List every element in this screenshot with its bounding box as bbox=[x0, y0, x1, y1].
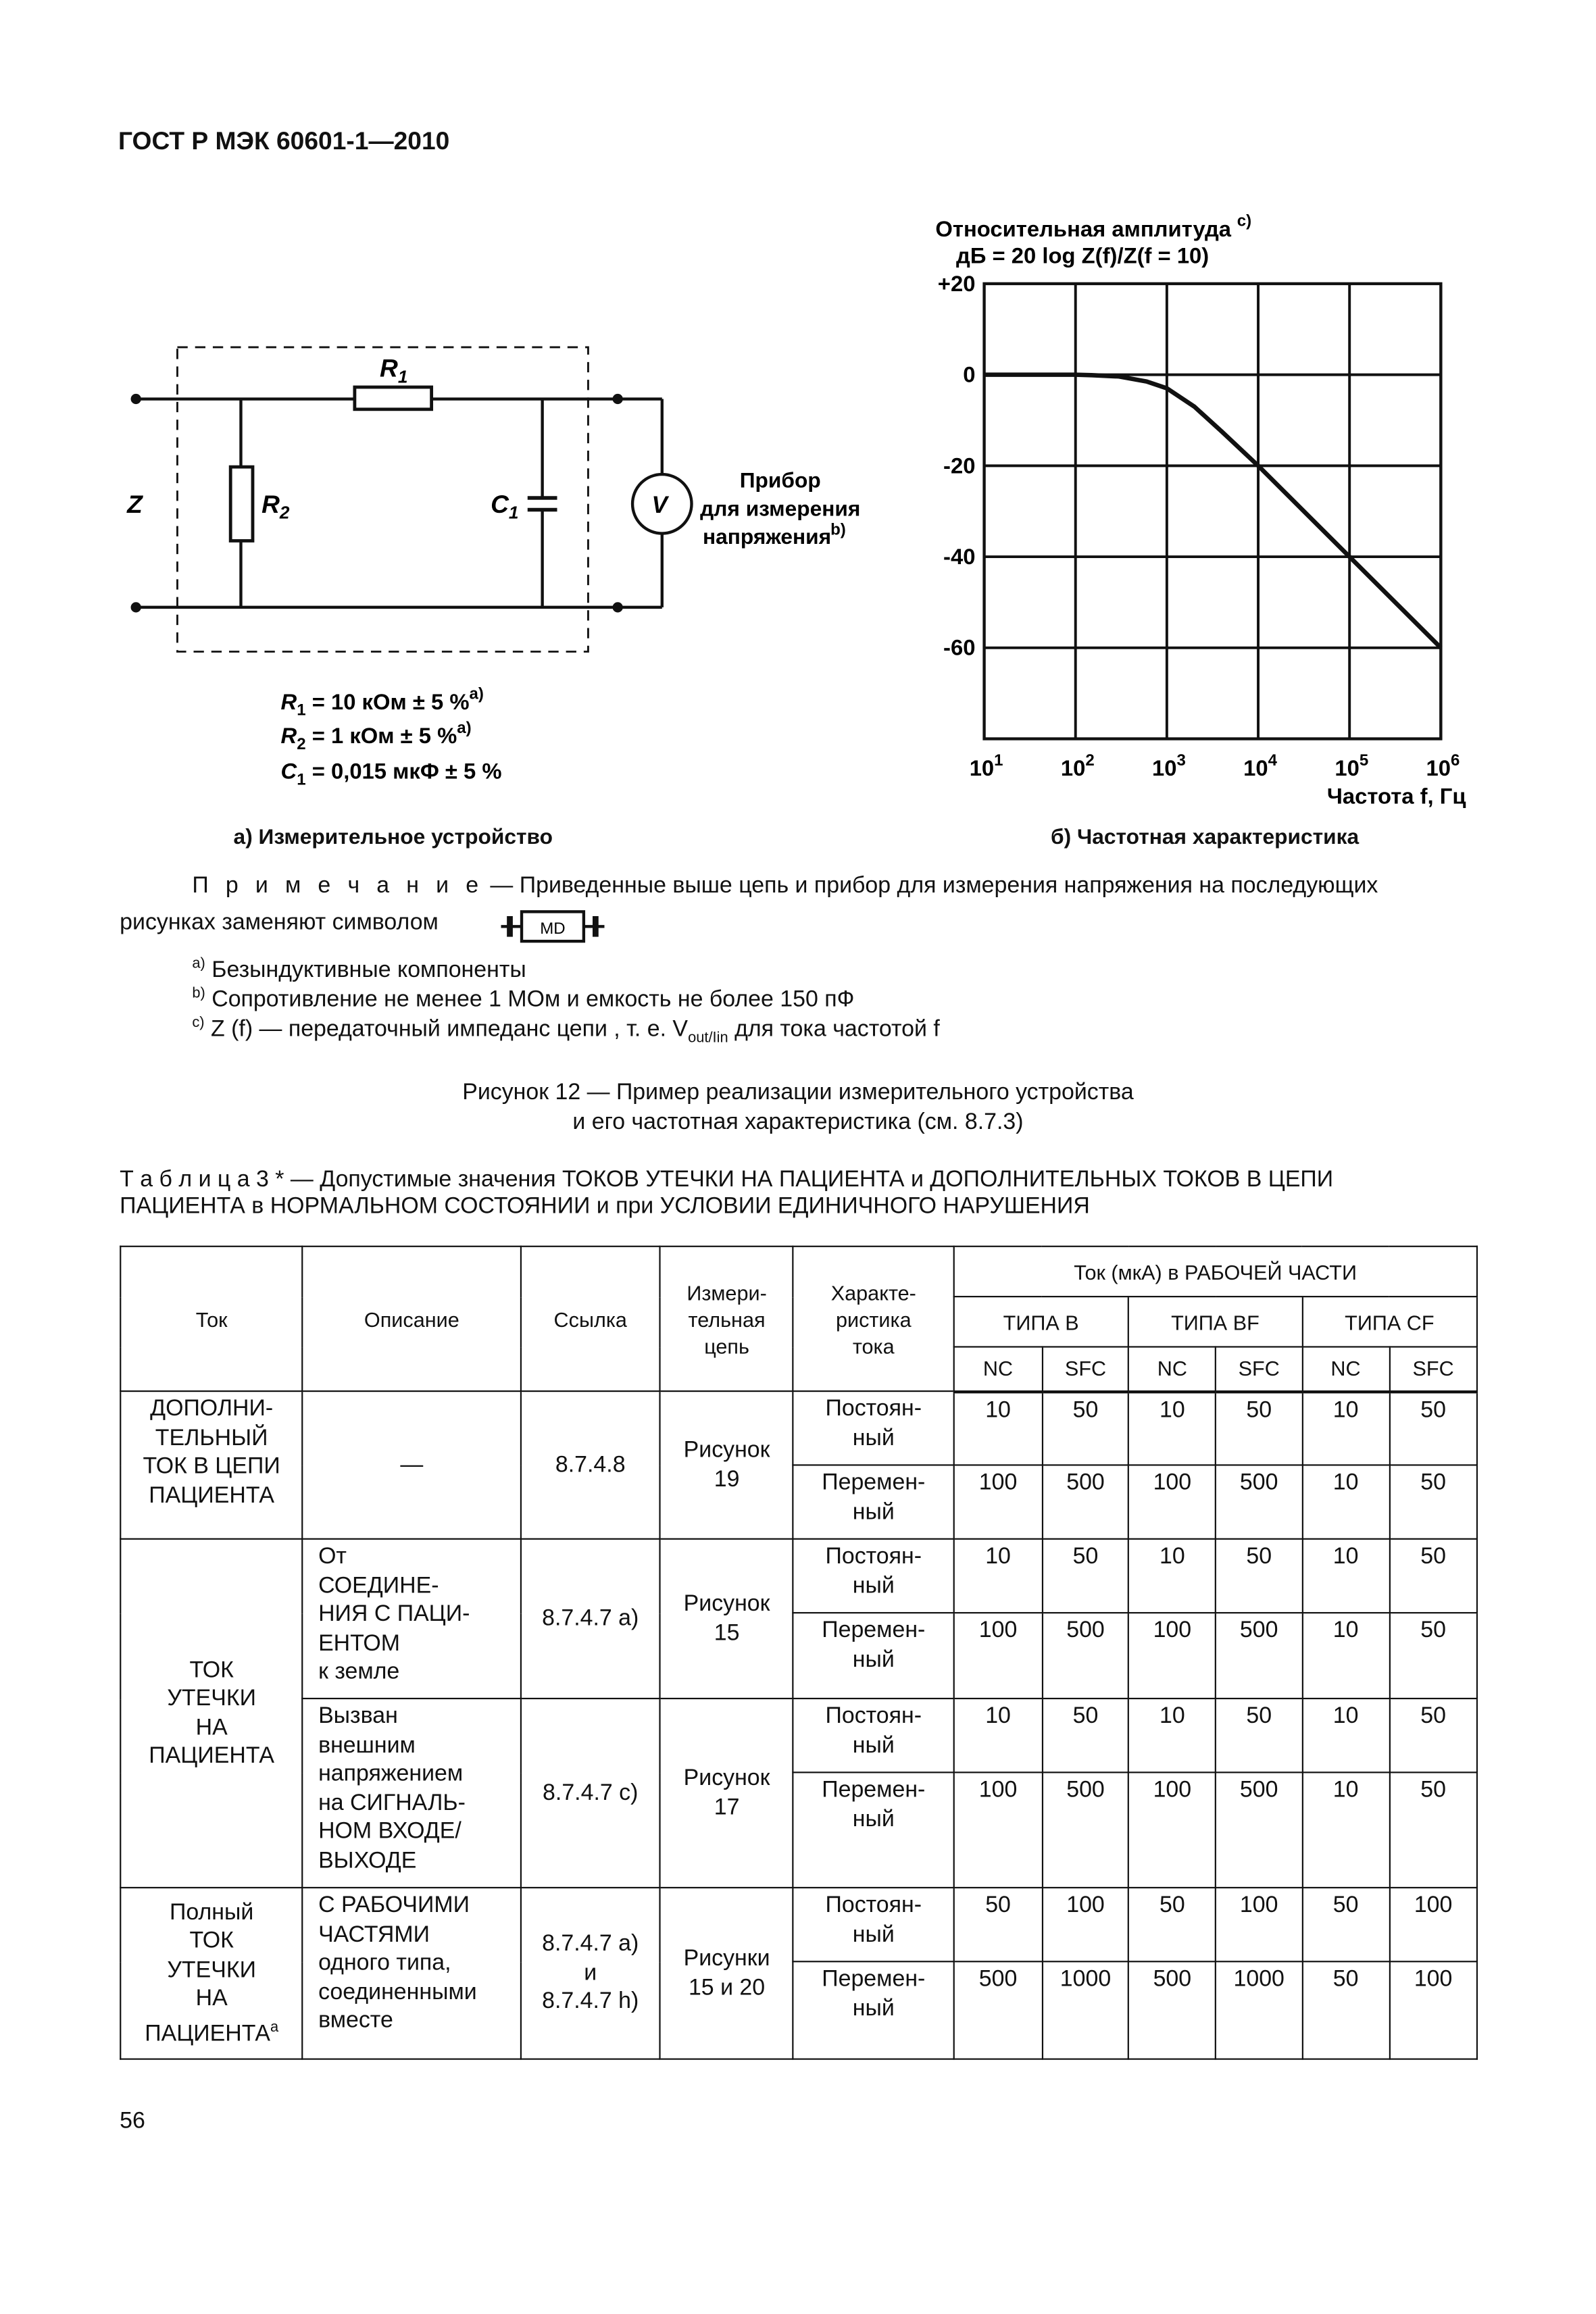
table-row: Перемен- ный 100 500 100 500 10 50 bbox=[120, 1613, 1477, 1699]
terminal-dot bbox=[131, 394, 141, 404]
page-number: 56 bbox=[120, 2108, 145, 2134]
terminal-dot bbox=[613, 602, 623, 612]
document-header: ГОСТ Р МЭК 60601-1—2010 bbox=[118, 127, 450, 155]
header-type-b: ТИПА В bbox=[953, 1297, 1128, 1347]
x-tick-label: $10^1$ bbox=[969, 751, 1003, 781]
measuring-circuit-diagram bbox=[103, 325, 887, 872]
x-tick-label: $10^6$ bbox=[1426, 751, 1460, 781]
resistor-r2 bbox=[230, 467, 253, 540]
r2-value: $R_2 = 1$ кОм ± 5 %$^{a)}$ bbox=[280, 718, 472, 753]
x-tick-label: $10^4$ bbox=[1243, 751, 1278, 781]
header-type-bf: ТИПА BF bbox=[1128, 1297, 1302, 1347]
voltmeter-label: V bbox=[651, 491, 668, 518]
x-axis-label: Частота f, Гц bbox=[1326, 783, 1466, 809]
table-row: Вызван внешним напряжением на СИГНАЛЬ- НОМ ВХОДЕ/ ВЫХОДЕ 8.7.4.7 с) Рисунок 17 Постоян- ный 10 50 10 50 10 50 bbox=[120, 1699, 1477, 1772]
y-tick-label: -40 bbox=[943, 544, 976, 570]
y-tick-label: +20 bbox=[937, 270, 976, 296]
header-measuring-circuit: Измери- тельная цепь bbox=[660, 1247, 793, 1391]
r1-value: $R_1 = 10$ кОм ± 5 %$^{a)}$ bbox=[280, 684, 484, 720]
x-tick-label: $10^5$ bbox=[1335, 751, 1369, 781]
series-line bbox=[984, 375, 1441, 648]
leakage-current-table bbox=[120, 1246, 1478, 2060]
footnote-c: $^{c)}$ Z (f) — передаточный импеданс цепи , т. е. $V_{out/Iin}$ для тока частотой f bbox=[192, 1015, 940, 1047]
header-description: Описание bbox=[303, 1247, 521, 1391]
svg-text:для измерения: для измерения bbox=[700, 496, 861, 521]
circuit-caption: a) Измерительное устройство bbox=[233, 826, 553, 850]
note-line-2: рисунках заменяют символом bbox=[120, 910, 439, 936]
frequency-response-chart bbox=[901, 199, 1493, 820]
x-tick-label: $10^2$ bbox=[1060, 751, 1095, 781]
header-sfc: SFC bbox=[1216, 1347, 1302, 1391]
y-tick-label: -60 bbox=[943, 634, 976, 660]
figure-caption-line-2: и его частотная характеристика (см. 8.7.3) bbox=[572, 1109, 1024, 1135]
table-row: ТОК УТЕЧКИ НА ПАЦИЕНТА От СОЕДИНЕ- НИЯ С ПАЦИ- ЕНТОМ к земле 8.7.4.7 а) Рисунок 15 Постоян- ный 10 50 10 50 10 50 bbox=[120, 1539, 1477, 1613]
header-applied-part-current: Ток (мкА) в РАБОЧЕЙ ЧАСТИ bbox=[953, 1247, 1477, 1297]
x-tick-label: $10^3$ bbox=[1152, 751, 1186, 781]
header-sfc: SFC bbox=[1389, 1347, 1477, 1391]
header-reference: Ссылка bbox=[521, 1247, 660, 1391]
instrument-label: Прибор bbox=[739, 468, 821, 493]
plot-frame bbox=[984, 284, 1441, 739]
impedance-label: Z bbox=[127, 489, 143, 518]
figure-caption-line-1: Рисунок 12 — Пример реализации измерительного устройства bbox=[462, 1080, 1134, 1105]
y-tick-label: -20 bbox=[943, 453, 976, 478]
svg-text:C1: $C_1$ bbox=[491, 489, 519, 523]
table-row: Перемен- ный 500 1000 500 1000 50 100 bbox=[120, 1961, 1477, 2059]
svg-text:R2: $R_2$ bbox=[261, 489, 290, 523]
svg-text:MD: MD bbox=[540, 920, 566, 938]
header-current-characteristic: Характе- ристика тока bbox=[793, 1247, 953, 1391]
header-current: Ток bbox=[120, 1247, 303, 1391]
c1-value: $C_1 = 0,015$ мкФ ± 5 % bbox=[280, 758, 502, 789]
header-type-cf: ТИПА CF bbox=[1302, 1297, 1477, 1347]
y-tick-label: 0 bbox=[963, 361, 976, 387]
terminal-dot bbox=[613, 394, 623, 404]
header-nc: NC bbox=[953, 1347, 1043, 1391]
svg-text:R1: $R_1$ bbox=[380, 353, 408, 387]
chart-formula: дБ = 20 log Z(f)/Z(f = 10) bbox=[956, 243, 1210, 268]
table-row: ДОПОЛНИ- ТЕЛЬНЫЙ ТОК В ЦЕПИ ПАЦИЕНТА — 8.7.4.8 Рисунок 19 Постоян- ный 10 50 10 50 10 50 bbox=[120, 1391, 1477, 1465]
table-row: Полный ТОК УТЕЧКИ НА $ПАЦИЕНТА^а$ С РАБОЧИМИ ЧАСТЯМИ одного типа, соединенными вместе 8.7.4.7 а) и 8.7.4.7 h) Рисунки 15 и 20 Постоян- ный 50 100 50 100 50 100 bbox=[120, 1888, 1477, 1961]
chart-title: Относительная амплитуда $^{c)}$ bbox=[935, 211, 1252, 241]
header-sfc: SFC bbox=[1043, 1347, 1128, 1391]
table-row: Перемен- ный 100 500 100 500 10 50 bbox=[120, 1465, 1477, 1538]
header-nc: NC bbox=[1302, 1347, 1389, 1391]
note-line-1: П р и м е ч а н и е — Приведенные выше цепь и прибор для измерения напряжения на последующих bbox=[192, 873, 1378, 899]
resistor-r1 bbox=[355, 387, 432, 409]
footnote-a: $^{a)}$ Безындуктивные компоненты bbox=[192, 956, 526, 983]
table-title: Т а б л и ц а 3 * — Допустимые значения ТОКОВ УТЕЧКИ НА ПАЦИЕНТА и ДОПОЛНИТЕЛЬНЫХ ТОКОВ В ЦЕПИ ПАЦИЕНТА в НОРМАЛЬНОМ СОСТОЯНИИ и при УСЛОВИИ ЕДИНИЧНОГО НАРУШЕНИЯ bbox=[120, 1167, 1334, 1219]
svg-text:напряжения: напряжения bbox=[702, 524, 832, 549]
md-symbol-icon bbox=[501, 909, 604, 944]
terminal-dot bbox=[131, 602, 141, 612]
svg-text:b): b) bbox=[830, 520, 846, 539]
chart-caption: б) Частотная характеристика bbox=[1050, 826, 1360, 850]
footnote-b: $^{b)}$ Сопротивление не менее 1 МОм и емкость не более 150 пФ bbox=[192, 985, 855, 1013]
header-nc: NC bbox=[1128, 1347, 1216, 1391]
table-row: Перемен- ный 100 500 100 500 10 50 bbox=[120, 1772, 1477, 1888]
